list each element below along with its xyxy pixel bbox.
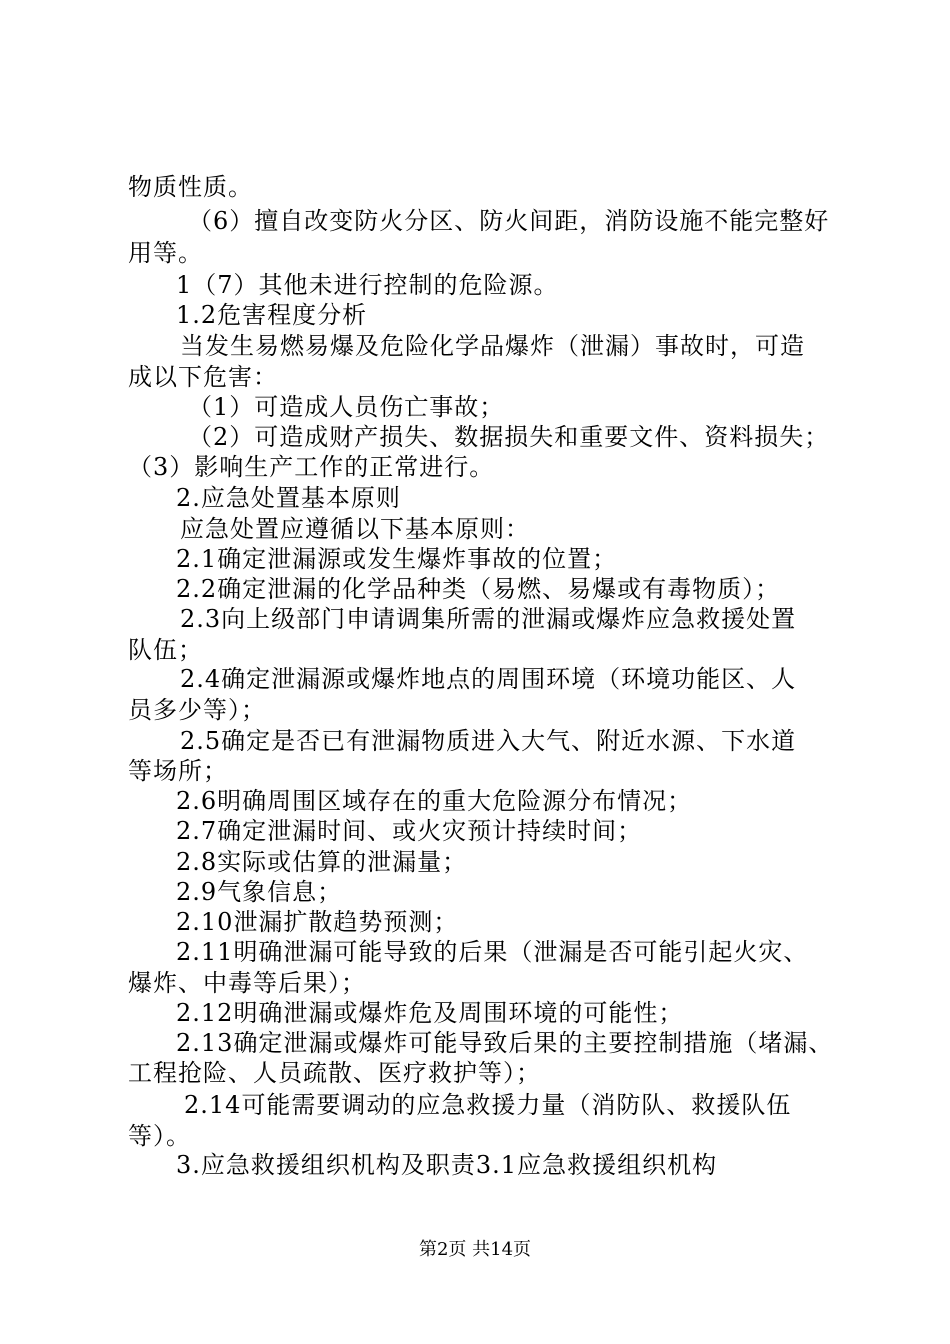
text-line: 成以下危害： xyxy=(128,363,278,391)
text-line: 2.7确定泄漏时间、或火灾预计持续时间； xyxy=(176,817,643,845)
text-line: 2.8实际或估算的泄漏量； xyxy=(176,848,468,876)
text-line: 2.6明确周围区域存在的重大危险源分布情况； xyxy=(176,787,693,815)
text-line: 2.9气象信息； xyxy=(176,878,343,906)
text-line: （3）影响生产工作的正常进行。 xyxy=(128,453,495,481)
text-line: 工程抢险、人员疏散、医疗救护等）； xyxy=(128,1059,541,1087)
text-line: 队伍； xyxy=(128,636,203,664)
text-line: 爆炸、中毒等后果）； xyxy=(128,969,366,997)
text-line: 2.13确定泄漏或爆炸可能导致后果的主要控制措施（堵漏、 xyxy=(176,1029,834,1057)
text-line: 员多少等）； xyxy=(128,696,266,724)
page-number-footer: 第2页 共14页 xyxy=(418,1239,532,1260)
text-line: 2.14可能需要调动的应急救援力量（消防队、救援队伍 xyxy=(184,1091,792,1119)
text-line: 2.1确定泄漏源或发生爆炸事故的位置； xyxy=(176,545,618,573)
text-line: （1）可造成人员伤亡事故； xyxy=(188,393,505,421)
text-line: 2.应急处置基本原则 xyxy=(176,484,401,512)
text-line: 1（7）其他未进行控制的危险源。 xyxy=(176,271,559,299)
text-line: （6）擅自改变防火分区、防火间距，消防设施不能完整好 xyxy=(188,207,830,235)
text-line: 2.2确定泄漏的化学品种类（易燃、易爆或有毒物质）； xyxy=(176,575,781,603)
text-line: 2.12明确泄漏或爆炸危及周围环境的可能性； xyxy=(176,999,684,1027)
text-line: 1.2危害程度分析 xyxy=(176,301,368,329)
text-line: 2.4确定泄漏源或爆炸地点的周围环境（环境功能区、人 xyxy=(180,665,797,693)
text-line: 应急处置应遵循以下基本原则： xyxy=(180,515,530,543)
text-line: （2）可造成财产损失、数据损失和重要文件、资料损失； xyxy=(188,423,830,451)
text-line: 2.5确定是否已有泄漏物质进入大气、附近水源、下水道 xyxy=(180,727,797,755)
text-line: 用等。 xyxy=(128,239,203,267)
text-line: 等场所； xyxy=(128,757,228,785)
text-line: 当发生易燃易爆及危险化学品爆炸（泄漏）事故时，可造 xyxy=(180,332,805,360)
text-line: 2.11明确泄漏可能导致的后果（泄漏是否可能引起火灾、 xyxy=(176,938,809,966)
text-line: 物质性质。 xyxy=(128,173,253,201)
text-line: 2.10泄漏扩散趋势预测； xyxy=(176,908,459,936)
text-line: 3.应急救援组织机构及职责3.1应急救援组织机构 xyxy=(176,1151,718,1179)
text-line: 等）。 xyxy=(128,1122,191,1150)
text-line: 2.3向上级部门申请调集所需的泄漏或爆炸应急救援处置 xyxy=(180,605,797,633)
